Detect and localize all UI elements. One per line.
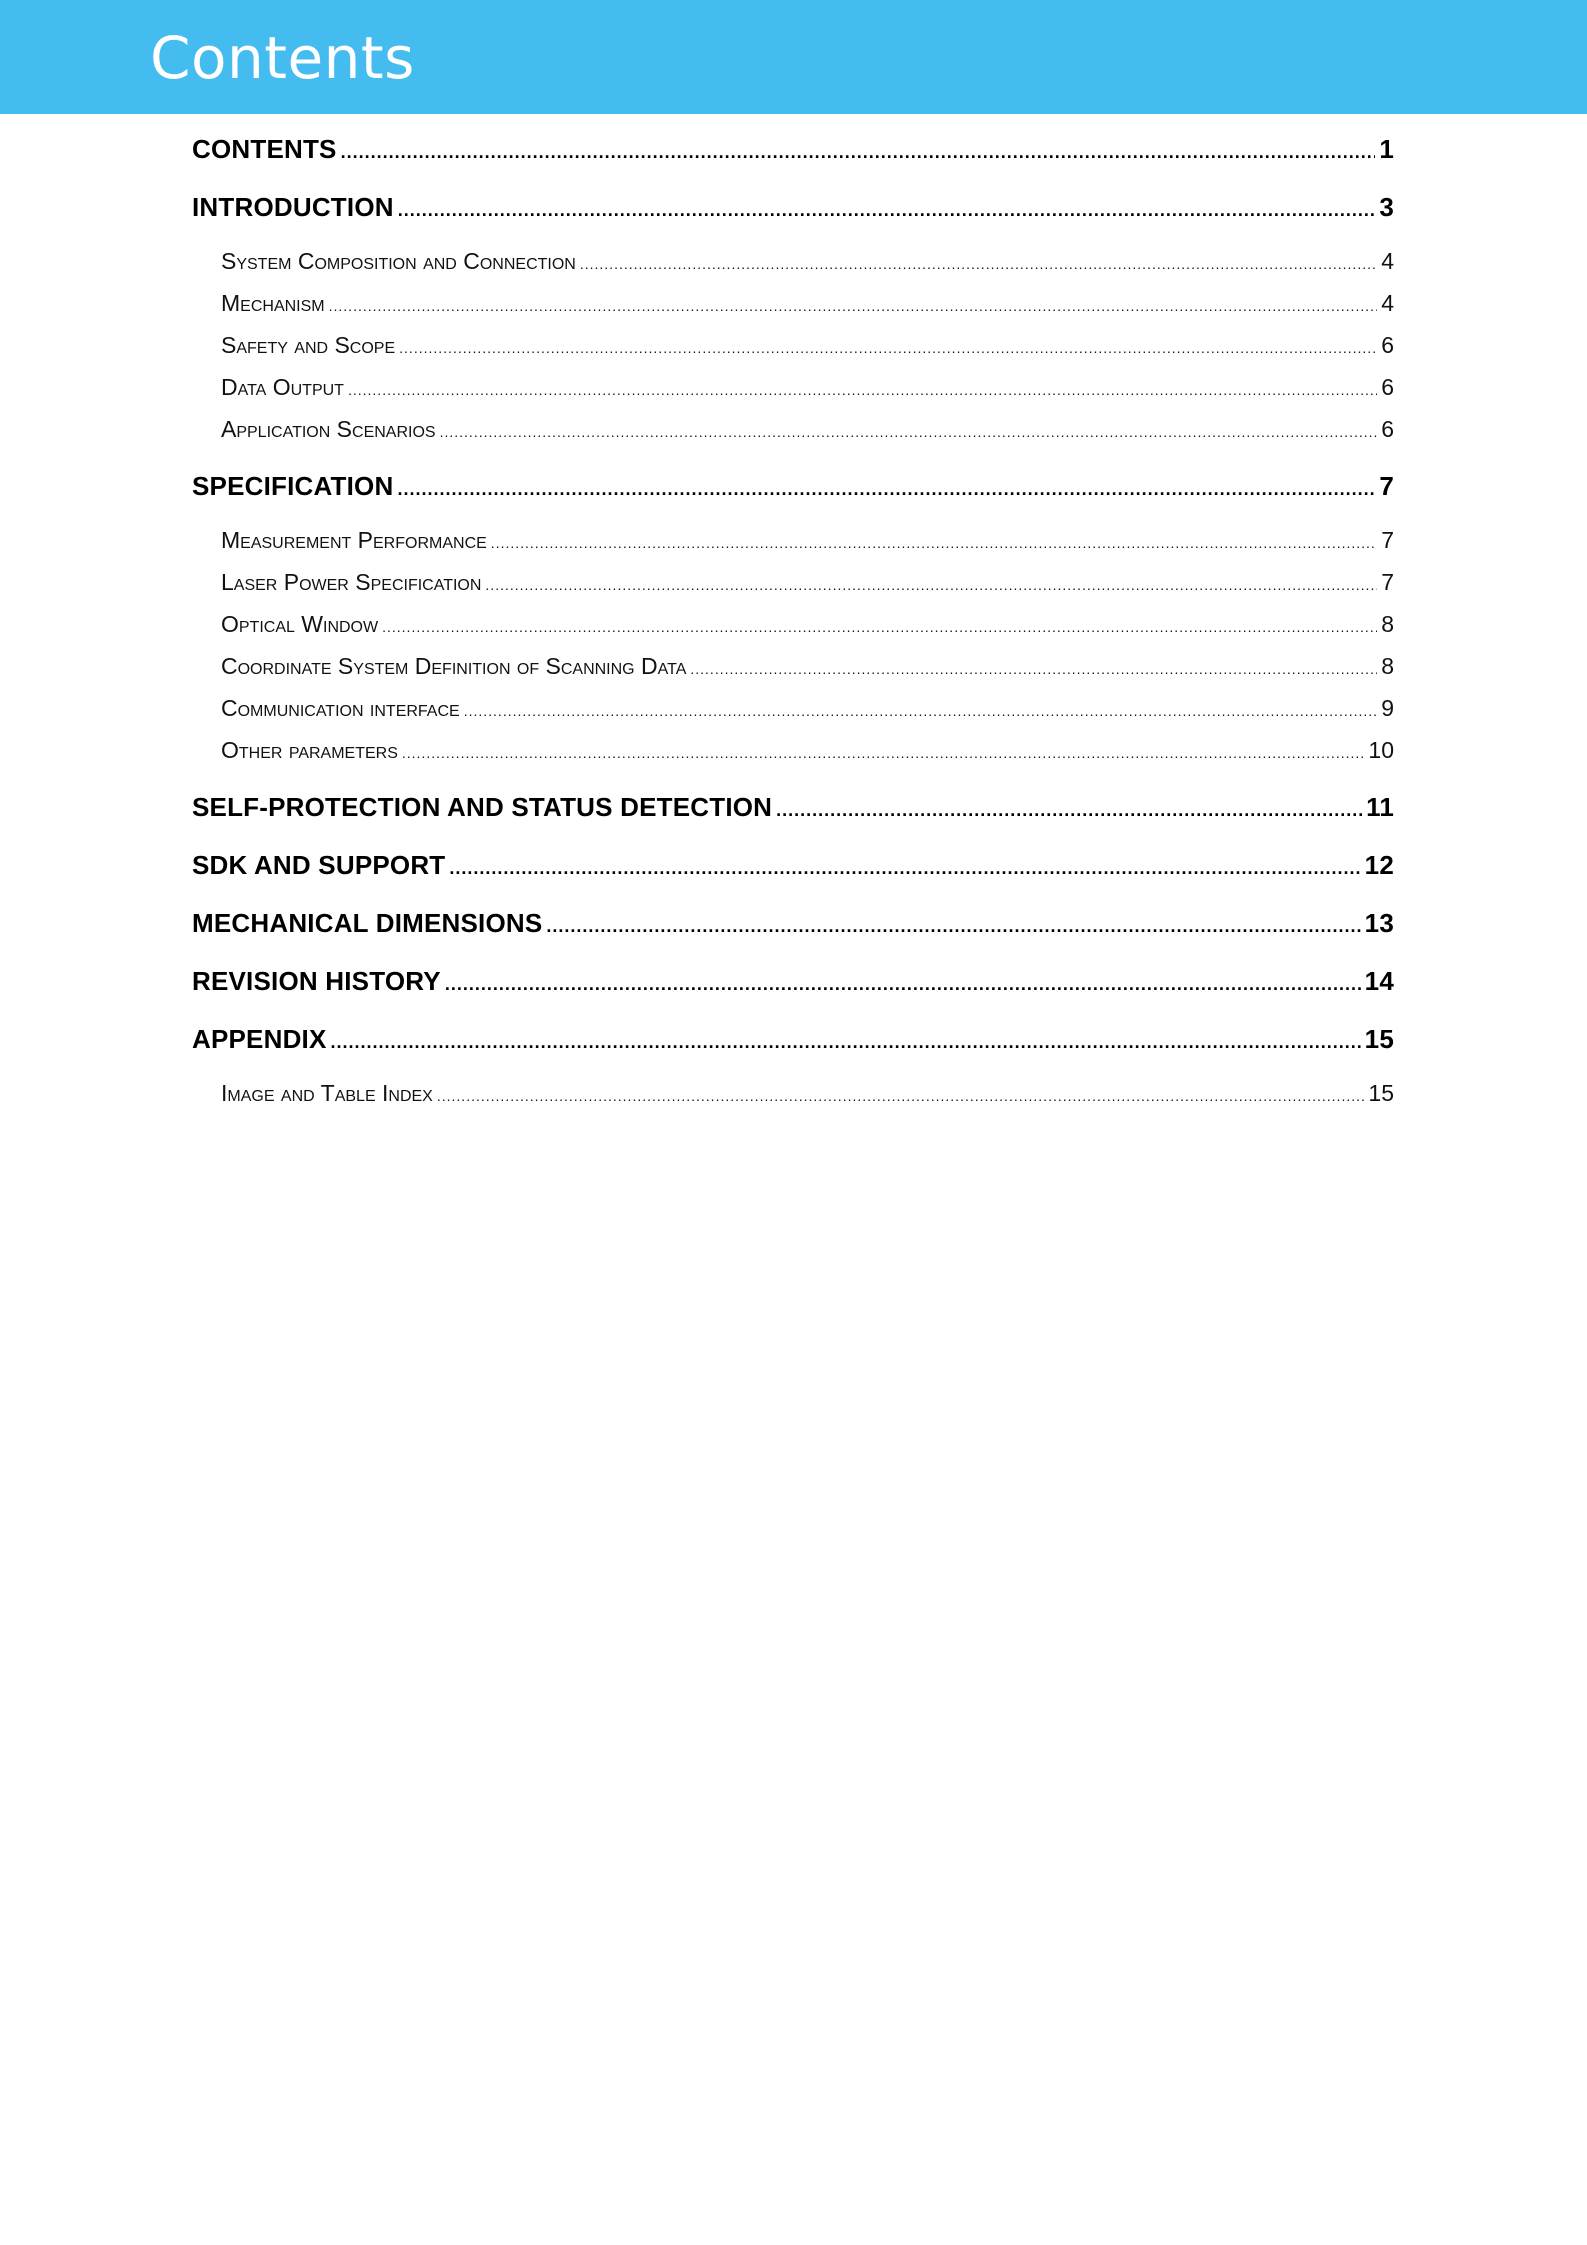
toc-page-number: 7 [1381,569,1394,595]
toc-leader-dots [485,566,1377,605]
toc-page-number: 6 [1381,416,1394,442]
toc-leader-dots [402,734,1365,773]
header-band [0,0,1587,114]
toc-entry-laser-power[interactable] [192,563,1394,605]
toc-entry-label: REVISION HISTORY [192,966,441,996]
toc-entry-contents[interactable] [192,128,1394,173]
toc-entry-optical-window[interactable] [192,605,1394,647]
page-title: Contents [150,24,415,92]
toc-entry-self-protection[interactable] [192,786,1394,831]
toc-entry-label: Image and Table Index [221,1080,433,1106]
toc-entry-introduction[interactable] [192,186,1394,231]
toc-leader-dots [440,413,1378,452]
toc-page-number: 4 [1381,290,1394,316]
toc-page-number: 6 [1381,374,1394,400]
toc-leader-dots [397,468,1375,510]
toc-page-number: 7 [1381,527,1394,553]
toc-entry-measurement-performance[interactable] [192,521,1394,563]
toc-entry-label: Safety and Scope [221,332,396,358]
table-of-contents [192,128,1394,1116]
toc-entry-label: Measurement Performance [221,527,487,553]
toc-entry-label: APPENDIX [192,1024,327,1054]
toc-entry-image-and-table-index[interactable] [192,1074,1394,1116]
toc-entry-revision-history[interactable] [192,960,1394,1005]
toc-entry-data-output[interactable] [192,368,1394,410]
toc-page-number: 14 [1364,966,1394,996]
toc-page-number: 8 [1381,653,1394,679]
toc-leader-dots [449,847,1360,889]
toc-leader-dots [341,131,1376,173]
toc-leader-dots [776,789,1362,831]
toc-entry-appendix[interactable] [192,1018,1394,1063]
toc-leader-dots [491,524,1377,563]
toc-entry-label: Application Scenarios [221,416,436,442]
toc-leader-dots [348,371,1377,410]
toc-leader-dots [690,650,1377,689]
toc-entry-label: Mechanism [221,290,325,316]
toc-page-number: 12 [1364,850,1394,880]
toc-entry-label: SDK AND SUPPORT [192,850,446,880]
toc-page-number: 3 [1379,192,1394,222]
toc-leader-dots [329,287,1378,326]
toc-entry-coordinate-system[interactable] [192,647,1394,689]
toc-entry-communication-interface[interactable] [192,689,1394,731]
toc-entry-label: MECHANICAL DIMENSIONS [192,908,543,938]
toc-page-number: 13 [1364,908,1394,938]
toc-page-number: 8 [1381,611,1394,637]
toc-entry-label: Laser Power Specification [221,569,482,595]
toc-entry-label: SELF-PROTECTION AND STATUS DETECTION [192,792,773,822]
toc-leader-dots [445,963,1361,1005]
toc-page-number: 1 [1379,134,1394,164]
toc-leader-dots [437,1077,1365,1116]
toc-entry-label: CONTENTS [192,134,337,164]
toc-entry-label: Other parameters [221,737,398,763]
toc-page-number: 4 [1381,248,1394,274]
toc-leader-dots [464,692,1378,731]
toc-entry-application-scenarios[interactable] [192,410,1394,452]
toc-entry-label: Coordinate System Definition of Scanning Data [221,653,687,679]
toc-leader-dots [382,608,1377,647]
toc-entry-label: SPECIFICATION [192,471,394,501]
toc-page-number: 9 [1381,695,1394,721]
toc-entry-safety-and-scope[interactable] [192,326,1394,368]
toc-entry-other-parameters[interactable] [192,731,1394,773]
toc-entry-mechanism[interactable] [192,284,1394,326]
toc-entry-label: Communication interface [221,695,460,721]
toc-page-number: 10 [1368,737,1394,763]
toc-leader-dots [546,905,1360,947]
toc-page-number: 6 [1381,332,1394,358]
toc-entry-sdk-and-support[interactable] [192,844,1394,889]
toc-entry-system-composition[interactable] [192,242,1394,284]
toc-entry-label: Data Output [221,374,344,400]
toc-entry-label: System Composition and Connection [221,248,576,274]
toc-page-number: 15 [1368,1080,1394,1106]
toc-leader-dots [399,329,1377,368]
toc-leader-dots [331,1021,1361,1063]
toc-page-number: 15 [1364,1024,1394,1054]
toc-entry-label: INTRODUCTION [192,192,394,222]
toc-entry-label: Optical Window [221,611,379,637]
toc-entry-mechanical-dimensions[interactable] [192,902,1394,947]
toc-page-number: 7 [1379,471,1394,501]
toc-leader-dots [580,245,1377,284]
toc-entry-specification[interactable] [192,465,1394,510]
toc-page-number: 11 [1366,792,1394,822]
toc-leader-dots [398,189,1376,231]
